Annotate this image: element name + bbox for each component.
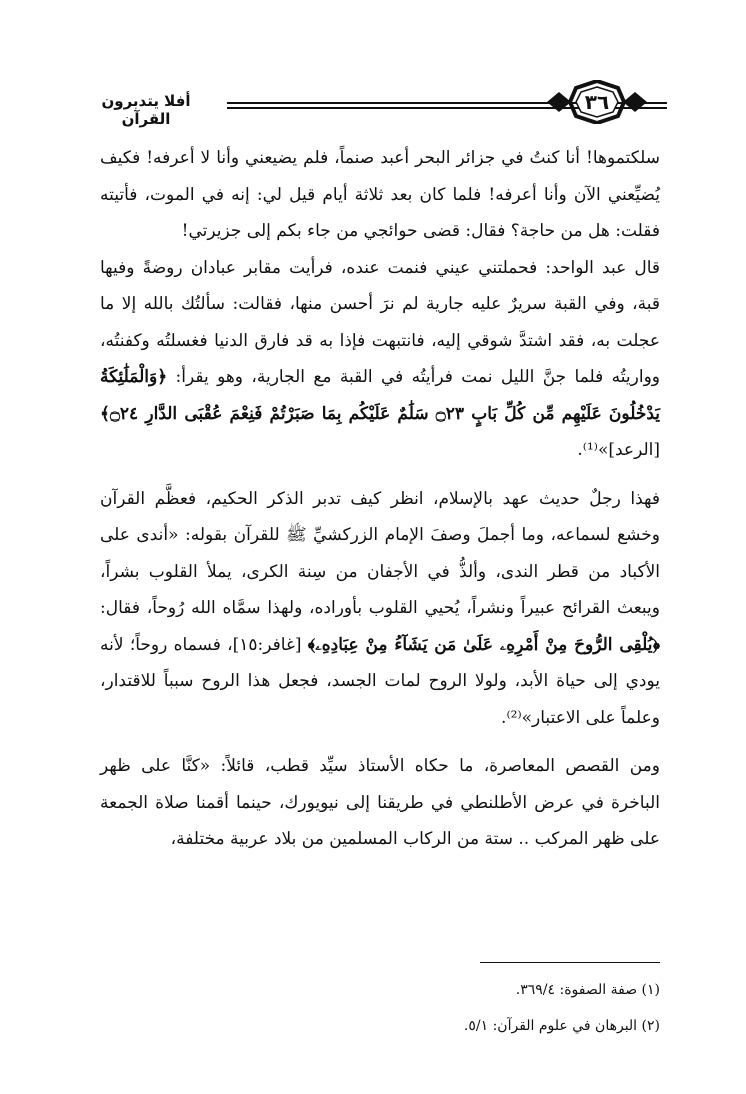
page-number: ٣٦ xyxy=(584,90,610,114)
paragraph-text: قال عبد الواحد: فحملتني عيني فنمت عنده، فرأيت مقابر عبادان روضةً وفيها قبة، وفي القبة سريرٌ عليه جارية لم نرَ أحسن منها، فقالت: سألتُك بالله إلا ما عجلت به، فقد اشتدَّ شوقي إليه، فانتبهت فإذا به قد فارق الدنيا فغسلتُه وكفنتُه، وواريتُه فلما جنَّ الليل نمت فرأيتُه في القبة مع الجارية، وهو يقرأ: xyxy=(100,257,660,387)
paragraph: سلكتموها! أنا كنتُ في جزائر البحر أعبد صنماً، فلم يضيعني وأنا لا أعرفه! فكيف يُضيِّعني الآن وأنا أعرفه! فلما كان بعد ثلاثة أيام قيل لي: إنه في الموت، فأتيته فقلت: هل من حاجة؟ فقال: قضى حوائجي من جاء بكم إلى جزيرتي! xyxy=(100,148,660,241)
footnote: (١) صفة الصفوة: ٣٦٩/٤. xyxy=(515,982,660,998)
paragraph-text: [الرعد]»⁽¹⁾. xyxy=(577,440,660,460)
quran-verse: ﴿وَالْمَلَٰئِكَةُ يَدْخُلُونَ عَلَيْهِم مِّن كُلِّ بَابٍ ۝٢٣ سَلَٰمٌ عَلَيْكُم بِمَا صَبَرْتُمْ فَنِعْمَ عُقْبَى الدَّارِ ۝٢٤﴾ xyxy=(100,367,660,424)
paragraph-text: فهذا رجلٌ حديث عهد بالإسلام، انظر كيف تدبر الذكر الحكيم، فعظَّم القرآن وخشع لسماعه، وما أجملَ وصفَ الإمام الزركشيِّ ﷺ للقرآن بقوله: «أندى على الأكباد من قطر الندى، وألذُّ في الأجفان من سِنة الكرى، يملأ القلوب بشراً، ويبعث القرائح عبيراً ونشراً، يُحيي القلوب بأوراده، ولهذا سمَّاه الله رُوحاً، فقال: xyxy=(100,488,660,618)
main-text xyxy=(100,140,660,858)
paragraph: ومن القصص المعاصرة، ما حكاه الأستاذ سيِّد قطب، قائلاً: «كنَّا على ظهر الباخرة في عرض الأطلنطي في طريقنا إلى نيويورك، حينما أقمنا صلاة الجمعة على ظهر المركب .. ستة من الركاب المسلمين من بلاد عربية مختلفة، xyxy=(100,756,660,849)
footnote: (٢) البرهان في علوم القرآن: ٥/١. xyxy=(463,1018,660,1034)
quran-verse: ﴿يُلْقِى الرُّوحَ مِنْ أَمْرِهِۦ عَلَىٰ مَن يَشَآءُ مِنْ عِبَادِهِۦ﴾ xyxy=(307,634,661,655)
paragraph xyxy=(100,250,660,469)
footnotes xyxy=(100,972,660,1044)
running-head: أفلا يتدبرون القرآن xyxy=(92,92,200,128)
page-number-ornament xyxy=(547,80,647,124)
page-header xyxy=(92,80,662,128)
paragraph-text: [غافر:١٥]، فسماه روحاً؛ لأنه يودي إلى حياة الأبد، ولولا الروح لمات الجسد، فجعل هذا الروح سبباً للاقتدار، وعلماً على الاعتبار»⁽²⁾. xyxy=(100,634,660,728)
footnote-separator xyxy=(480,962,660,963)
paragraph xyxy=(100,481,660,737)
